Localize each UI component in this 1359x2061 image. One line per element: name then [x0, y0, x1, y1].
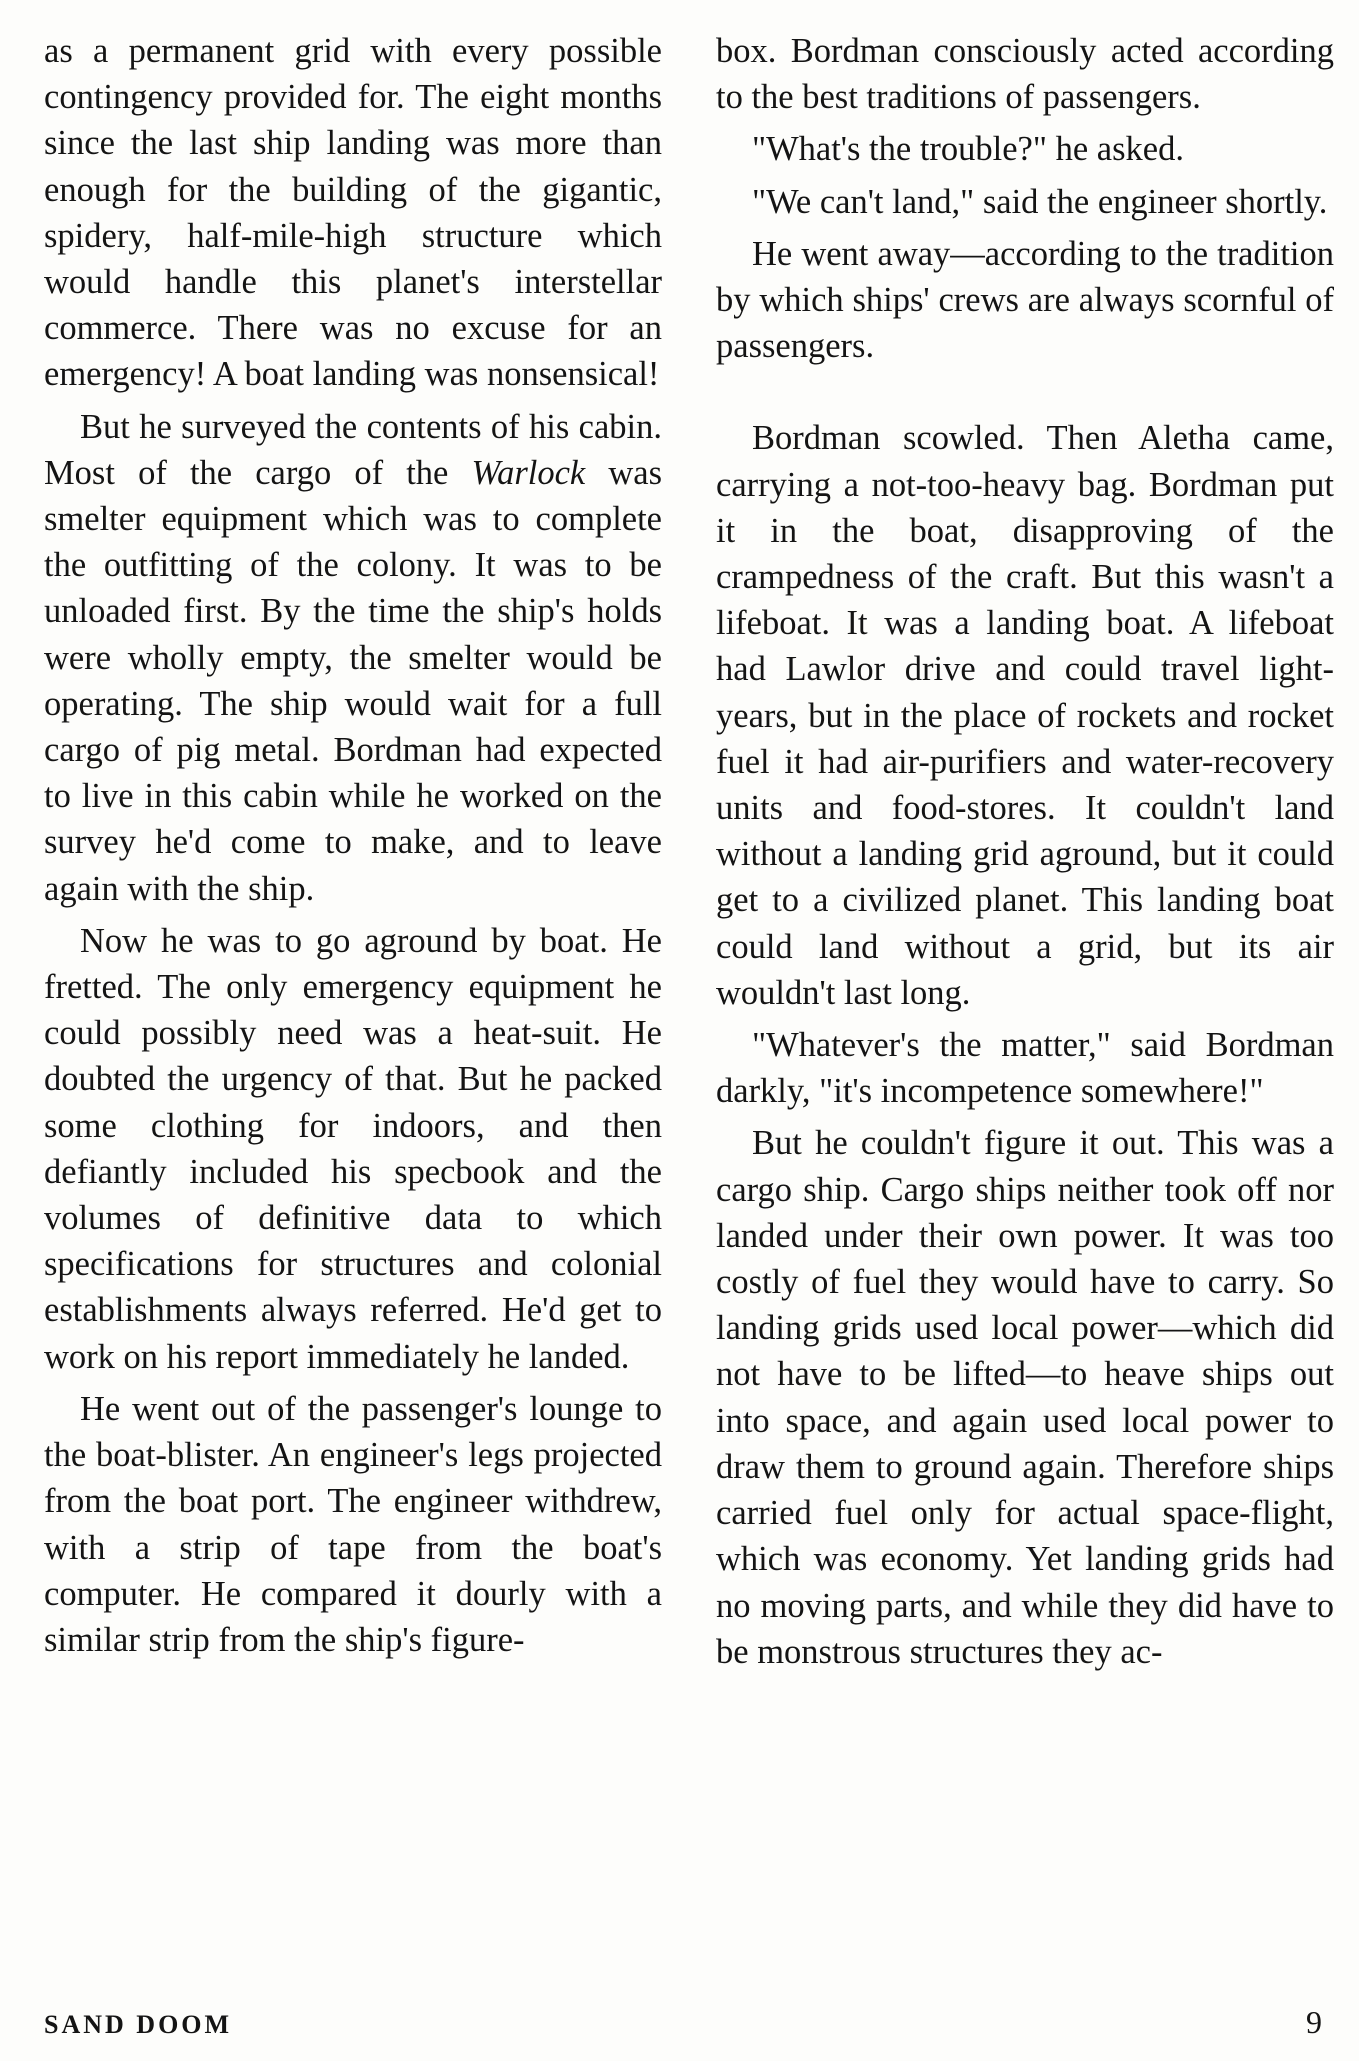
paragraph-text: But he surveyed the contents of his cabin. Most of the cargo of the — [44, 407, 662, 492]
paragraph: But he couldn't figure it out. This was a cargo ship. Cargo ships neither took off nor landed under their own power. It was too costly of fuel they would have to carry. So landing grids used local power—which did not have to be lifted—to heave ships out into space, and again used local power to draw them to ground again. Therefore ships carried fuel only for actual space-flight, which was economy. Yet landing grids had no moving parts, and while they did have to be monstrous structures they ac- — [716, 1124, 1334, 1671]
running-head: SAND DOOM — [44, 2010, 233, 2039]
page-footer — [44, 2004, 1334, 2050]
left-column — [44, 28, 662, 1663]
page-number: 9 — [1306, 2004, 1322, 2040]
paragraph: "We can't land," said the engineer shortly. — [752, 182, 1328, 221]
paragraph — [44, 404, 662, 912]
paragraph: Now he was to go aground by boat. He fretted. The only emergency equipment he could possibly need was a heat-suit. He doubted the urgency of that. But he packed some clothing for indoors, and then defiantly included his specbook and the volumes of definitive data to which specifications for structures and colonial establishments always referred. He'd get to work on his report immediately he landed. — [44, 921, 662, 1376]
paragraph: "What's the trouble?" he asked. — [752, 130, 1184, 169]
paragraph: "Whatever's the matter," said Bordman darkly, "it's incompetence somewhere!" — [716, 1026, 1334, 1111]
right-column — [716, 28, 1334, 1675]
paragraph: Bordman scowled. Then Aletha came, carrying a not-too-heavy bag. Bordman put it in the boat, disapproving of the crampedness of the craft. But this wasn't a lifeboat. It was a landing boat. A lifeboat had Lawlor drive and could travel light-years, but in the place of rockets and rocket fuel it had air-purifiers and water-recovery units and food-stores. It couldn't land without a landing grid aground, but it could get to a civilized planet. This landing boat could land without a grid, but its air wouldn't last long. — [716, 419, 1334, 1012]
paragraph: He went away—according to the tradition by which ships' crews are always scornful of passengers. — [716, 234, 1334, 366]
paragraph-text: was smelter equipment which was to complete the outfitting of the colony. It was to be unloaded first. By the time the ship's holds were wholly empty, the smelter would be operating. The ship would wait for a full cargo of pig metal. Bordman had expected to live in this cabin while he worked on the survey he'd come to make, and to leave again with the ship. — [44, 453, 663, 908]
paragraph: as a permanent grid with every possible contingency provided for. The eight months since the last ship landing was more than enough for the building of the gigantic, spidery, half-mile-high structure which would handle this planet's interstellar commerce. There was no excuse for an emergency! A boat landing was nonsensical! — [44, 32, 662, 394]
paragraph: He went out of the passenger's lounge to the boat-blister. An engineer's legs projected from the boat port. The engineer withdrew, with a strip of tape from the boat's computer. He compared it dourly with a similar strip from the ship's figure- — [44, 1389, 662, 1659]
ship-name: Warlock — [471, 453, 586, 492]
paragraph: box. Bordman consciously acted according to the best traditions of passengers. — [716, 32, 1334, 117]
